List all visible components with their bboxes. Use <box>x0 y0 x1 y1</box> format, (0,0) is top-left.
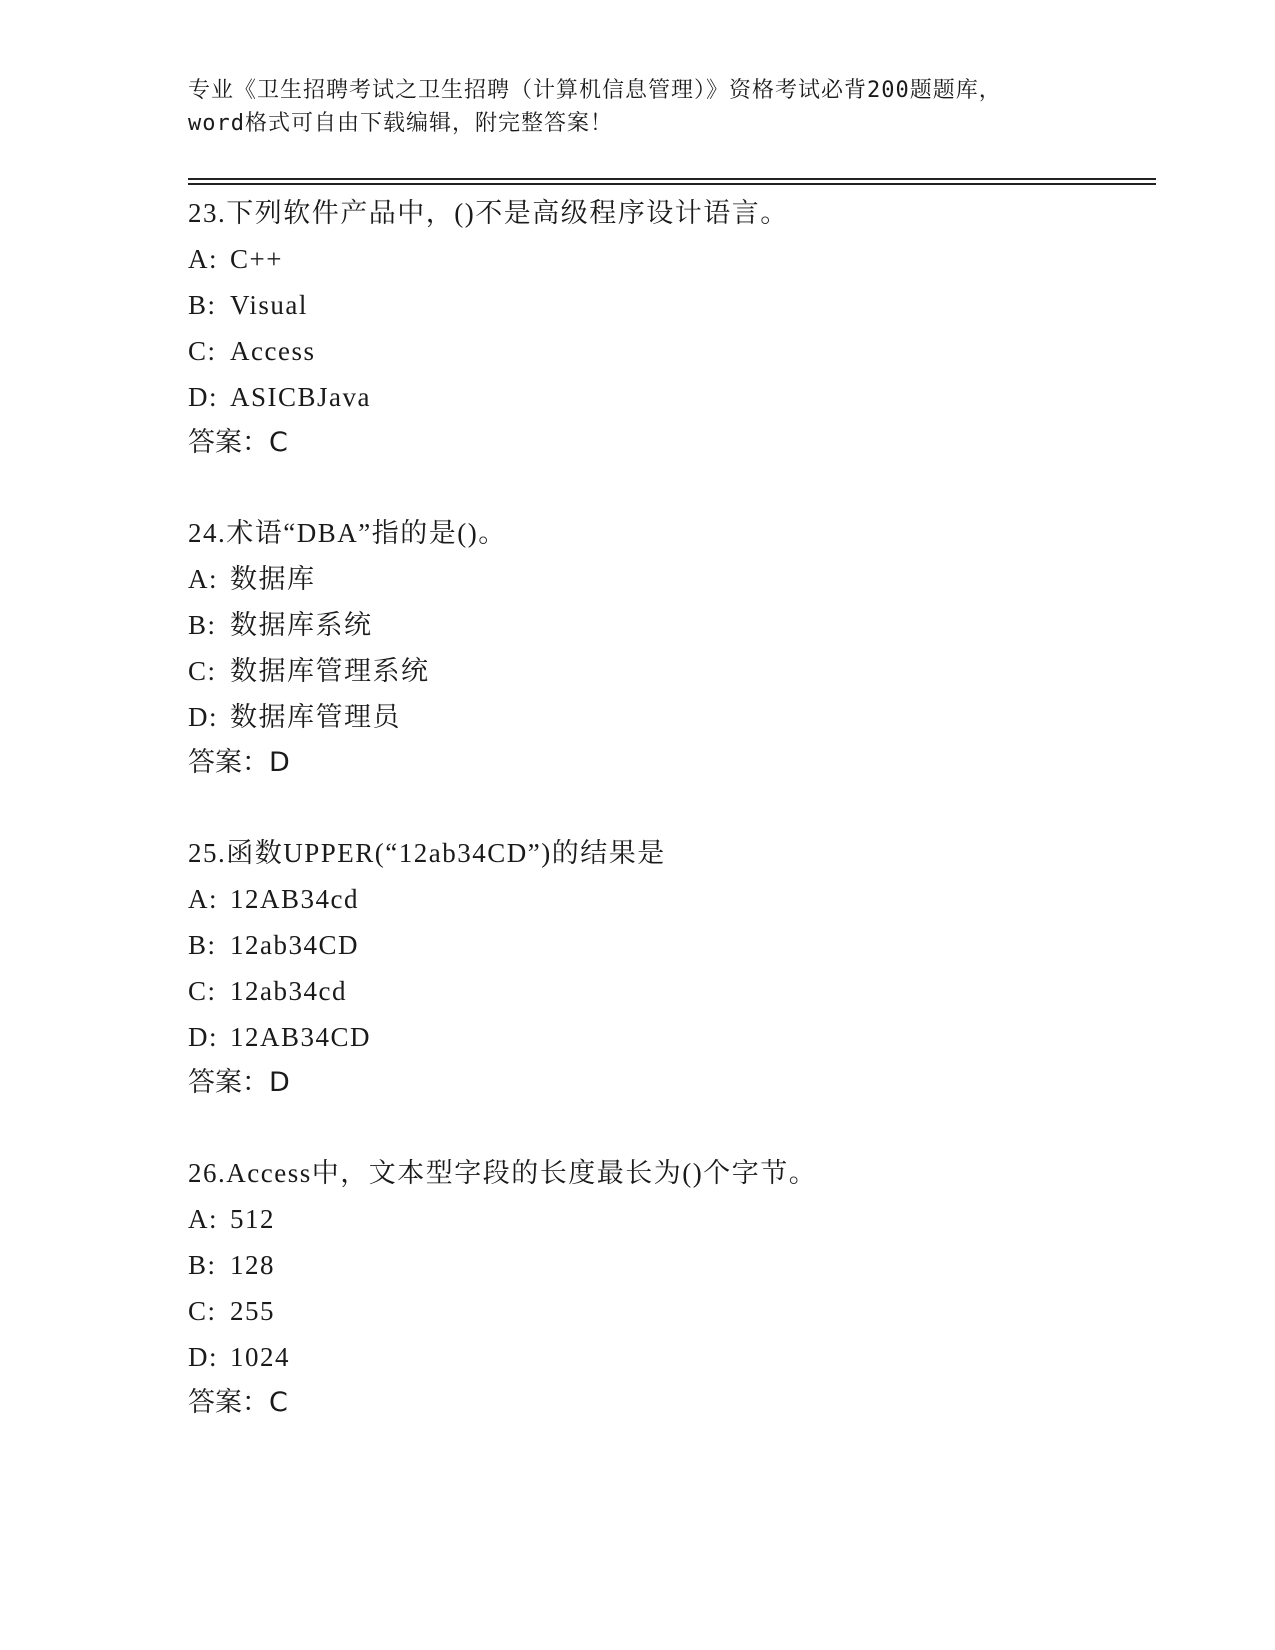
question-26 <box>188 1150 1148 1426</box>
header-divider-top <box>188 178 1156 180</box>
option-prefix: C: <box>188 656 217 686</box>
question-stem: 26.Access中，文本型字段的长度最长为()个字节。 <box>188 1158 818 1188</box>
option-prefix: A: <box>188 564 218 594</box>
question-stem: 23.下列软件产品中，()不是高级程序设计语言。 <box>188 198 789 228</box>
option-prefix: B: <box>188 610 217 640</box>
option-c <box>188 328 1148 374</box>
option-text: 数据库管理员 <box>230 702 401 732</box>
option-a <box>188 236 1148 282</box>
header-title-line-1: 专业《卫生招聘考试之卫生招聘（计算机信息管理）》资格考试必背200题题库， <box>188 78 1002 103</box>
option-prefix: B: <box>188 290 217 320</box>
option-text: Visual <box>230 290 308 320</box>
option-text: Access <box>230 336 316 366</box>
option-c <box>188 968 1148 1014</box>
option-b <box>188 602 1148 648</box>
option-prefix: D: <box>188 1022 218 1052</box>
option-text: 12AB34CD <box>230 1022 372 1052</box>
option-text: 12ab34cd <box>230 976 347 1006</box>
question-list <box>188 190 1148 1470</box>
answer-line: 答案：C <box>188 1387 288 1418</box>
option-prefix: D: <box>188 702 218 732</box>
option-prefix: D: <box>188 382 218 412</box>
option-text: 数据库管理系统 <box>230 656 430 686</box>
option-prefix: A: <box>188 884 218 914</box>
option-text: 128 <box>230 1250 275 1280</box>
answer-line: 答案：D <box>188 1067 290 1098</box>
header-title-line-2: word格式可自由下载编辑，附完整答案！ <box>188 111 613 136</box>
option-text: ASICBJava <box>230 382 371 412</box>
option-text: 255 <box>230 1296 275 1326</box>
header-divider-bottom <box>188 183 1156 185</box>
option-a <box>188 1196 1148 1242</box>
option-prefix: A: <box>188 1204 218 1234</box>
question-stem: 24.术语“DBA”指的是()。 <box>188 518 507 548</box>
question-24 <box>188 510 1148 786</box>
option-prefix: C: <box>188 976 217 1006</box>
option-d <box>188 694 1148 740</box>
option-prefix: B: <box>188 1250 217 1280</box>
question-stem: 25.函数UPPER(“12ab34CD”)的结果是 <box>188 838 666 868</box>
option-d <box>188 374 1148 420</box>
option-text: 1024 <box>230 1342 290 1372</box>
option-text: 12AB34cd <box>230 884 359 914</box>
option-prefix: C: <box>188 336 217 366</box>
option-a <box>188 556 1148 602</box>
option-text: 12ab34CD <box>230 930 359 960</box>
answer-line: 答案：C <box>188 427 288 458</box>
answer-line: 答案：D <box>188 747 290 778</box>
option-text: 数据库 <box>230 564 316 594</box>
option-text: 512 <box>230 1204 275 1234</box>
option-prefix: C: <box>188 1296 217 1326</box>
option-prefix: B: <box>188 930 217 960</box>
option-prefix: A: <box>188 244 218 274</box>
option-prefix: D: <box>188 1342 218 1372</box>
option-b <box>188 282 1148 328</box>
option-b <box>188 922 1148 968</box>
option-text: C++ <box>230 244 283 274</box>
document-header <box>188 74 1088 140</box>
option-b <box>188 1242 1148 1288</box>
question-25 <box>188 830 1148 1106</box>
option-c <box>188 648 1148 694</box>
option-text: 数据库系统 <box>230 610 373 640</box>
option-c <box>188 1288 1148 1334</box>
option-d <box>188 1334 1148 1380</box>
question-23 <box>188 190 1148 466</box>
option-a <box>188 876 1148 922</box>
option-d <box>188 1014 1148 1060</box>
